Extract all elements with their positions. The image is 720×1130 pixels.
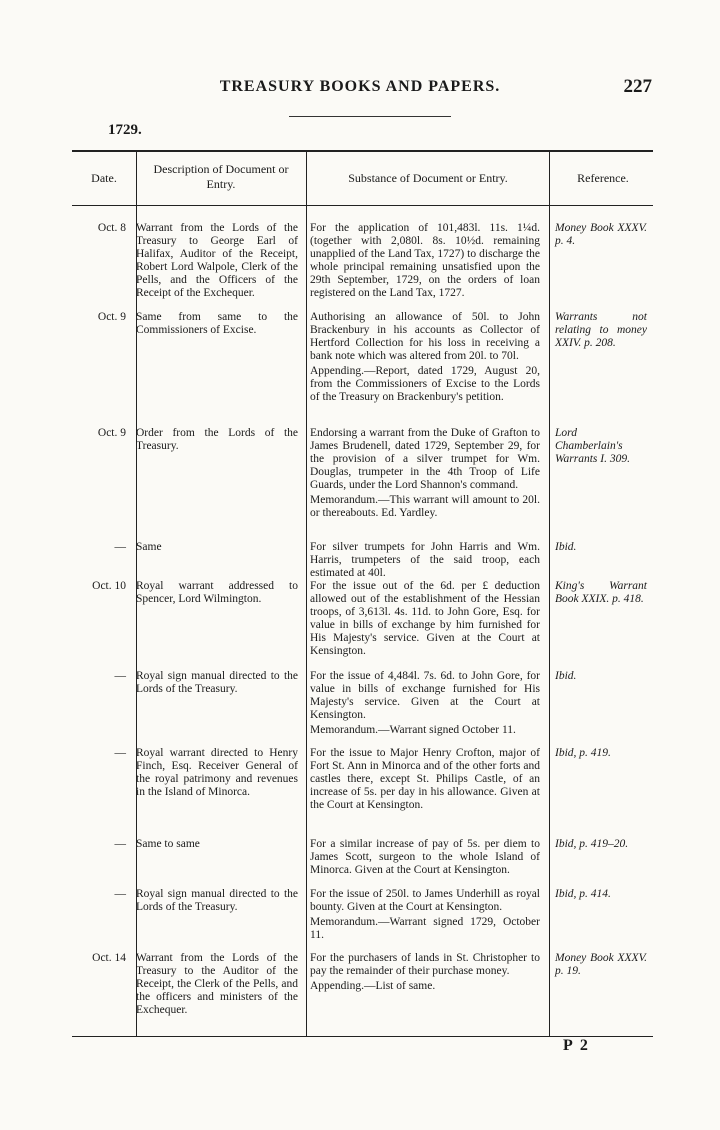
row-substance (310, 222, 540, 300)
row-reference: Money Book XXXV. p. 4. (555, 222, 647, 247)
row-substance (310, 888, 540, 942)
row-reference: Money Book XXXV. p. 19. (555, 952, 647, 977)
substance-paragraph: For the issue to Major Henry Crofton, major of Fort St. Ann in Minorca and of the other forts and castles there, except St. Philips Castle, of an increase of 5s. per day in his allowance. Given at the Court at Kensington. (310, 747, 540, 811)
row-reference: Ibid, p. 419–20. (555, 838, 629, 850)
row-reference: Ibid, p. 414. (555, 888, 611, 900)
memorandum-note: Memorandum.—Warrant signed October 11. (310, 724, 516, 736)
row-reference: Ibid. (555, 541, 577, 553)
row-date: Oct. 8 (97, 222, 126, 234)
substance-paragraph: For the issue of 4,484l. 7s. 6d. to John Gore, for value in bills of exchange furnished for His Majesty's service. Given at the Court at Kensington. (310, 670, 540, 721)
column-header-reference: Reference. (577, 171, 629, 185)
row-description: Warrant from the Lords of the Treasury to the Auditor of the Receipt, the Clerk of the Pells, and the officers and ministers of the Exchequer. (136, 952, 298, 1016)
row-date: Oct. 9 (97, 427, 126, 439)
row-date: — (114, 888, 126, 900)
row-substance (310, 838, 540, 877)
substance-paragraph: For the application of 101,483l. 11s. 1¼d. (together with 2,080l. 8s. 10½d. remaining unapplied of the Land Tax, 1727) to discharge the whole principal remaining unsatisfied upon the 29th September, 1729, on the orders of loan registered on the Land Tax, 1727. (310, 222, 540, 299)
row-description: Royal sign manual directed to the Lords of the Treasury. (136, 670, 298, 695)
column-divider (549, 152, 550, 1036)
row-substance (310, 747, 540, 812)
column-header-date: Date. (91, 171, 117, 185)
header-divider (72, 205, 653, 206)
row-date: Oct. 9 (97, 311, 126, 323)
row-date: — (114, 670, 126, 682)
substance-paragraph: For silver trumpets for John Harris and Wm. Harris, trumpeters of the said troop, each estimated at 40l. (310, 541, 540, 579)
substance-paragraph: For a similar increase of pay of 5s. per diem to James Scott, surgeon to the whole Island of Minorca. Given at the Court at Kensington. (310, 838, 540, 876)
substance-paragraph: Endorsing a warrant from the Duke of Grafton to James Brudenell, dated 1729, September 29, for the provision of a silver trumpet for Wm. Douglas, trumpeter in the 4th Troop of Life Guards, under the Lord Shannon's command. (310, 427, 540, 491)
row-description: Royal warrant directed to Henry Finch, Esq. Receiver General of the royal patrimony and revenues in the Island of Minorca. (136, 747, 298, 798)
row-reference: Ibid. (555, 670, 577, 682)
row-description: Same (136, 541, 162, 553)
column-header-substance: Substance of Document or Entry. (348, 171, 508, 185)
row-date: — (114, 838, 126, 850)
substance-paragraph: For the issue out of the 6d. per £ deduction allowed out of the establishment of the Hessian troops, of 3,613l. 4s. 11d. to John Gore, Esq. for value in bills of exchange by him furnished for His Majesty's service. Given at the Court at Kensington. (310, 580, 540, 657)
row-description: Warrant from the Lords of the Treasury to George Earl of Halifax, Auditor of the Receipt, Robert Lord Walpole, Clerk of the Pells, and the Officers of the Receipt of the Exchequer. (136, 222, 298, 299)
appending-note: Appending.—Report, dated 1729, August 20, from the Commissioners of Excise to the Lords of the Treasury on Brackenbury's petition. (310, 365, 540, 403)
signature-mark: P 2 (563, 1037, 590, 1054)
row-reference: Warrants not relating to money XXIV. p. 208. (555, 311, 647, 349)
year-heading: 1729. (108, 122, 142, 138)
row-reference: Lord Chamberlain's Warrants I. 309. (555, 427, 630, 465)
row-substance (310, 427, 540, 520)
substance-paragraph: For the issue of 250l. to James Underhill as royal bounty. Given at the Court at Kensington. (310, 888, 540, 913)
row-description: Royal sign manual directed to the Lords of the Treasury. (136, 888, 298, 913)
header-rule (289, 116, 451, 117)
row-date: — (114, 541, 126, 553)
row-description: Same from same to the Commissioners of Excise. (136, 311, 298, 336)
row-substance (310, 952, 540, 993)
page-header (0, 76, 720, 106)
row-substance (310, 580, 540, 658)
row-description: Same to same (136, 838, 200, 850)
row-date: Oct. 10 (92, 580, 126, 592)
row-description: Royal warrant addressed to Spencer, Lord Wilmington. (136, 580, 298, 605)
row-substance (310, 670, 540, 737)
column-header-description: Description of Document or Entry. (153, 162, 289, 191)
substance-paragraph: Authorising an allowance of 50l. to John Brackenbury in his accounts as Collector of Hertford Collection for his loss in receiving a bank note which was altered from 20l. to 70l. (310, 311, 540, 362)
row-substance (310, 311, 540, 404)
row-date: — (114, 747, 126, 759)
records-table (72, 150, 653, 1037)
row-description: Order from the Lords of the Treasury. (136, 427, 298, 452)
page-number: 227 (623, 76, 652, 97)
column-divider (306, 152, 307, 1036)
row-reference: Ibid, p. 419. (555, 747, 611, 759)
row-reference: King's Warrant Book XXIX. p. 418. (555, 580, 647, 605)
running-title: TREASURY BOOKS AND PAPERS. (219, 78, 501, 95)
substance-paragraph: For the purchasers of lands in St. Christopher to pay the remainder of their purchase money. (310, 952, 540, 977)
appending-note: Appending.—List of same. (310, 980, 436, 992)
memorandum-note: Memorandum.—Warrant signed 1729, October 11. (310, 916, 540, 941)
row-date: Oct. 14 (92, 952, 126, 964)
row-substance (310, 541, 540, 580)
memorandum-note: Memorandum.—This warrant will amount to 20l. or thereabouts. Ed. Yardley. (310, 494, 540, 519)
